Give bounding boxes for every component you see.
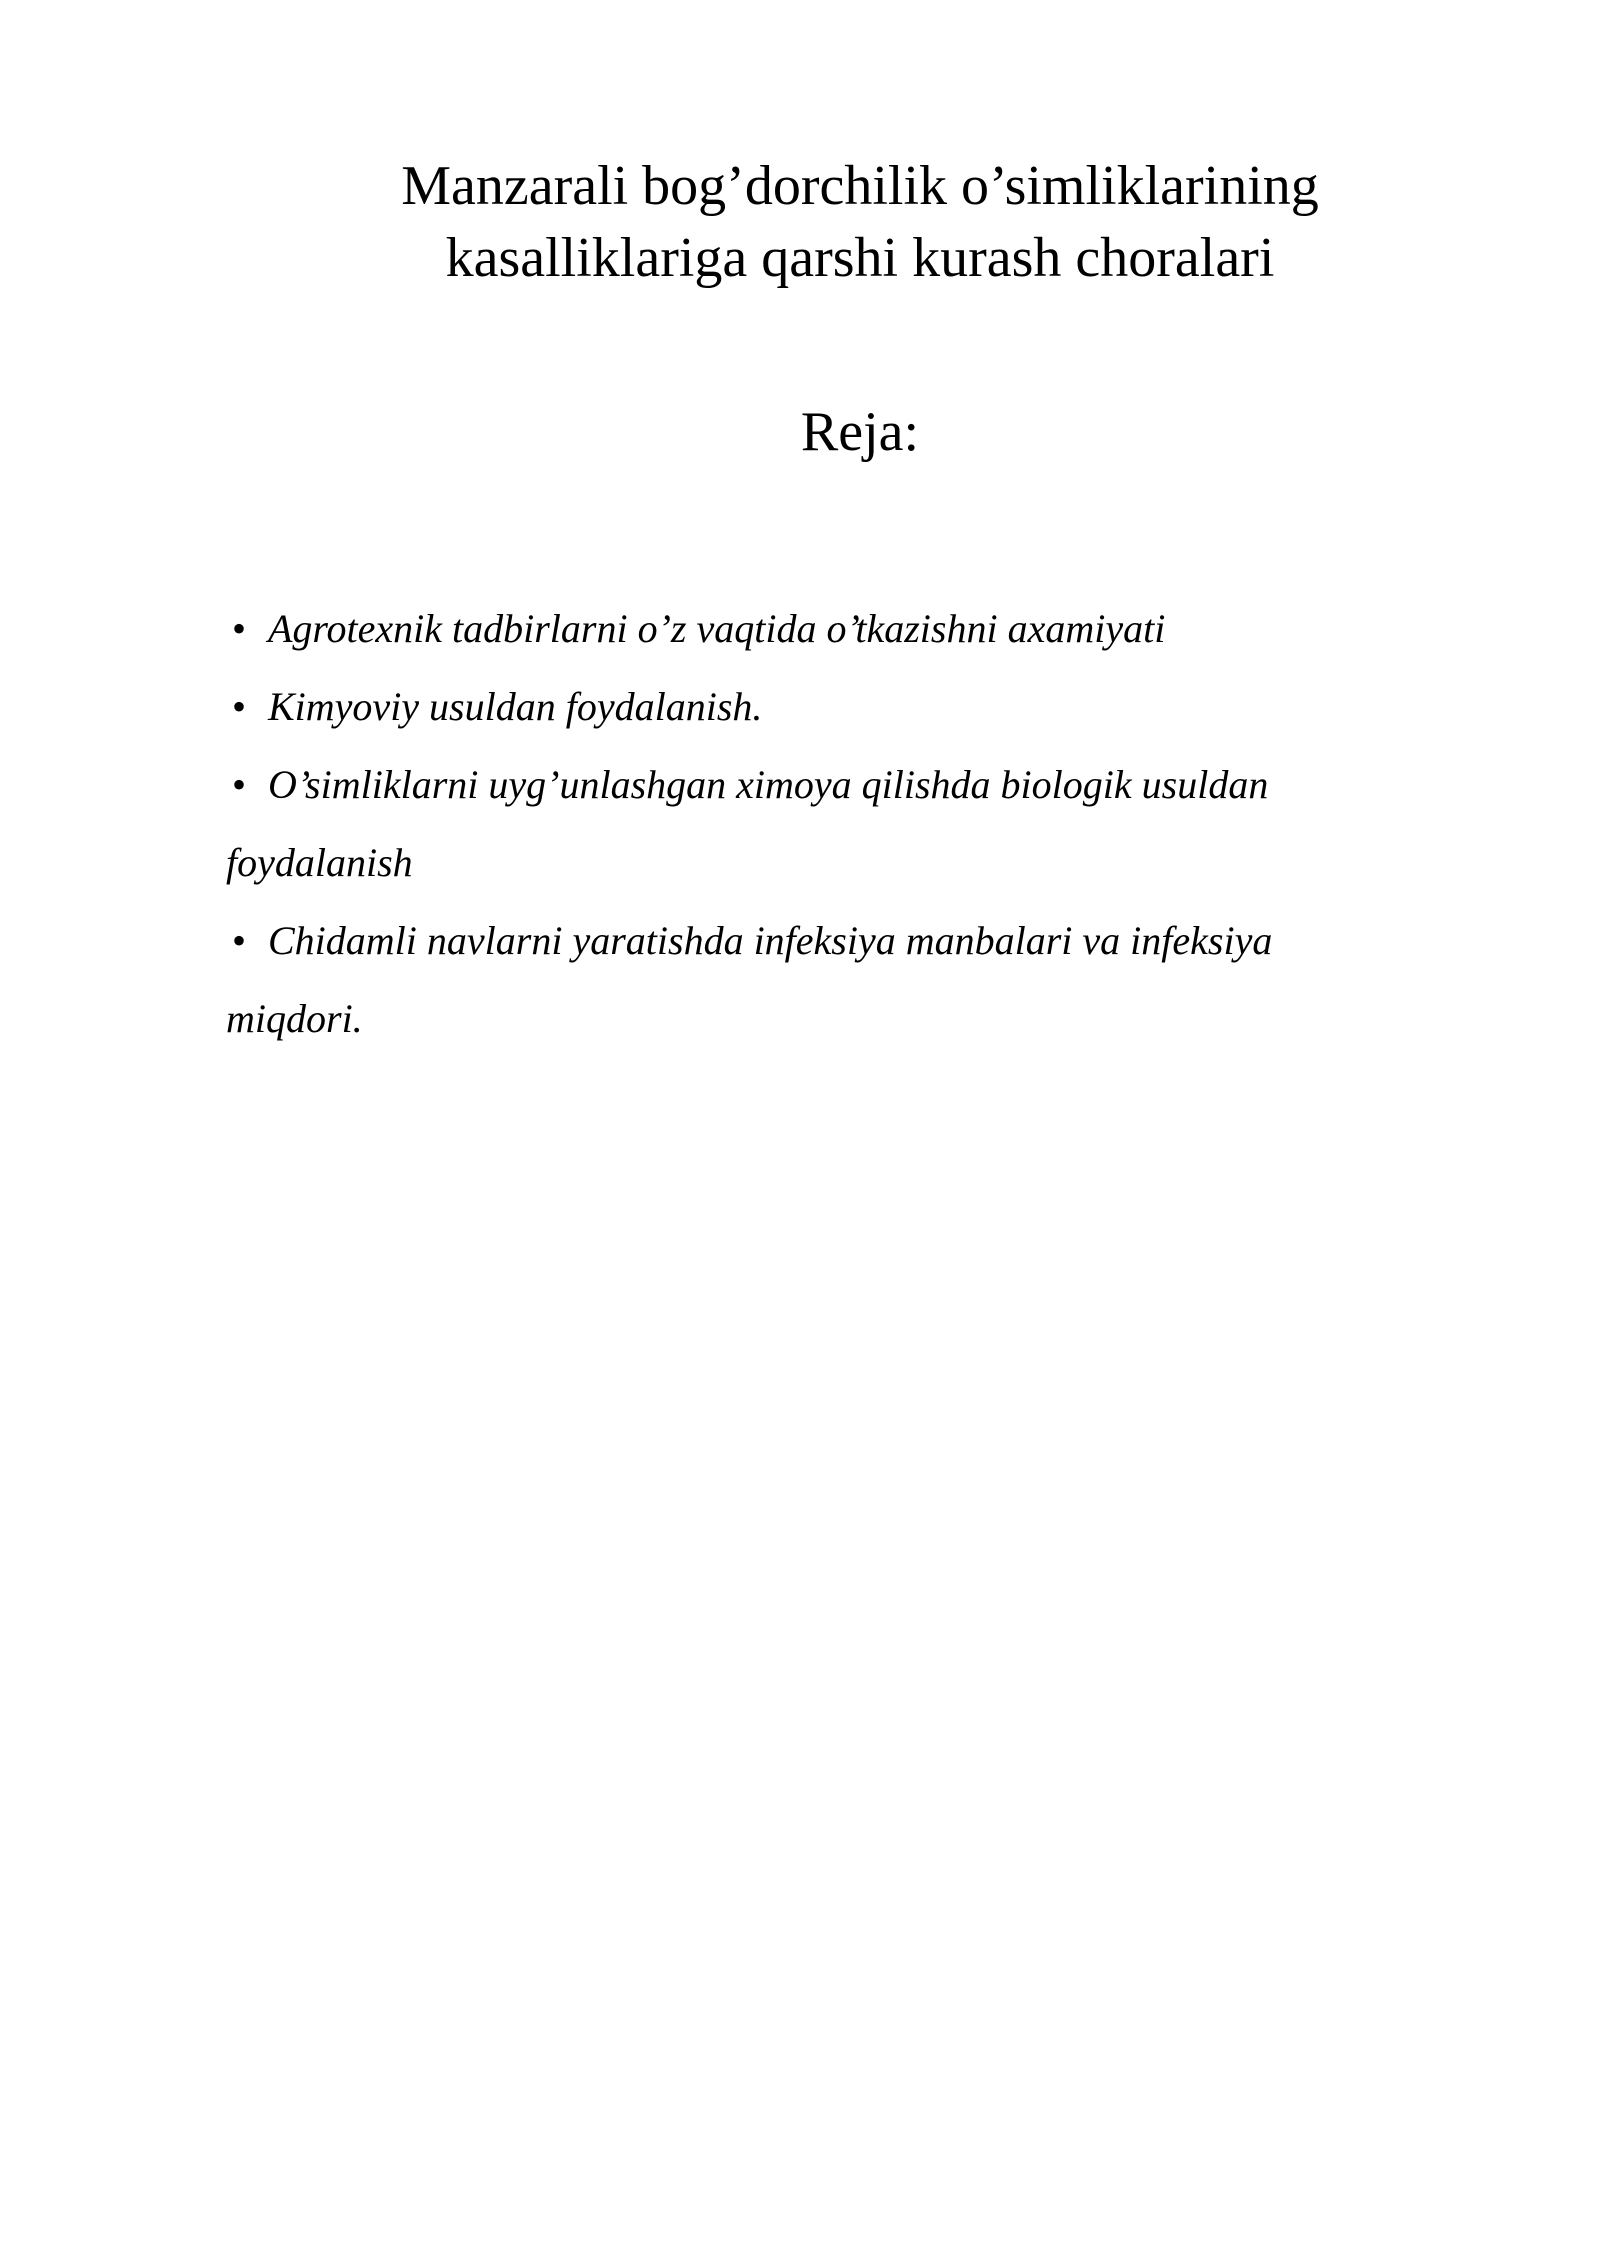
plan-heading: Reja: (800, 401, 920, 463)
list-item-continuation: miqdori. (226, 996, 363, 1041)
document-title (360, 150, 1360, 294)
list-item-text: Agrotexnik tadbirlarni o’z vaqtida o’tkazishni axamiyati (268, 606, 1166, 651)
title-line-2: kasalliklariga qarshi kurash choralari (445, 227, 1275, 289)
list-item (226, 746, 1366, 824)
list-item (226, 902, 1366, 980)
plan-list (226, 590, 1366, 1058)
list-item-text: Chidamli navlarni yaratishda infeksiya manbalari va infeksiya (268, 918, 1273, 963)
list-item-text: O’simliklarni uyg’unlashgan ximoya qilishda biologik usuldan (268, 762, 1269, 807)
title-line-1: Manzarali bog’dorchilik o’simliklarining (401, 155, 1319, 217)
bullet-icon: • (232, 762, 247, 807)
list-item (226, 668, 1366, 746)
bullet-icon: • (232, 918, 247, 963)
list-item-text: Kimyoviy usuldan foydalanish. (268, 684, 763, 729)
list-item (226, 590, 1366, 668)
bullet-icon: • (232, 606, 247, 651)
bullet-icon: • (232, 684, 247, 729)
list-item-continuation: foydalanish (226, 840, 413, 885)
